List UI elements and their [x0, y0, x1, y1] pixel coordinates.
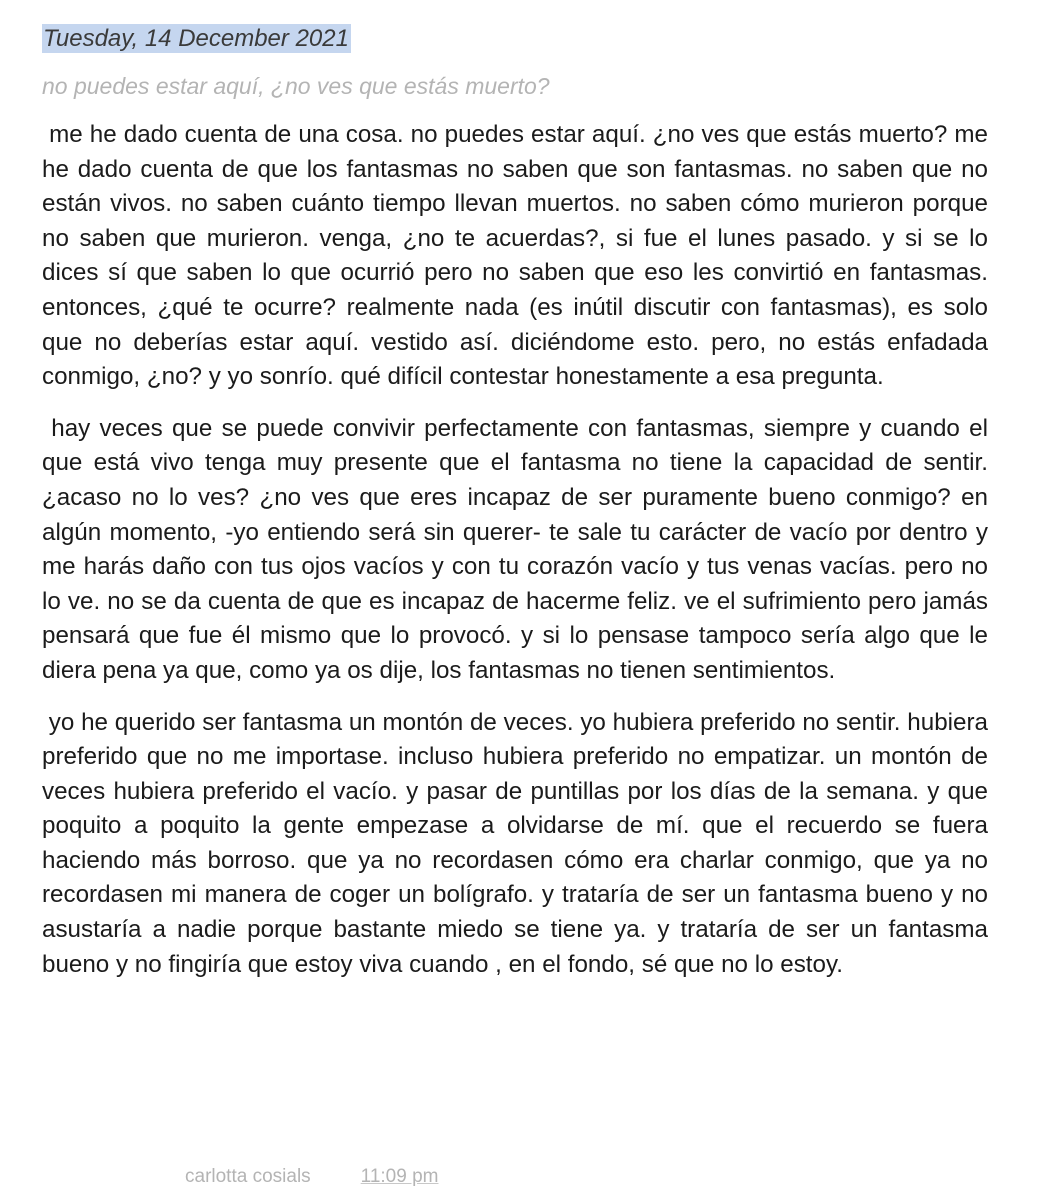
entry-paragraph: yo he querido ser fantasma un montón de veces. yo hubiera preferido no sentir. hubiera preferido que no me importase. incluso hubiera preferido no empatizar. un montón de veces hubiera preferido el vacío. y pasar de puntillas por los días de la semana. y que poquito a poquito la gente empezase a olvidarse de mí. que el recuerdo se fuera haciendo más borroso. que ya no recordasen cómo era charlar conmigo, que ya no recordasen mi manera de coger un bolígrafo. y trataría de ser un fantasma bueno y no asustaría a nadie porque bastante miedo se tiene ya. y trataría de ser un fantasma bueno y no fingiría que estoy viva cuando , en el fondo, sé que no lo estoy. — [42, 708, 995, 978]
entry-footer — [185, 1166, 438, 1188]
entry-date-text: Tuesday, 14 December 2021 — [43, 25, 349, 52]
entry-body[interactable] — [42, 118, 995, 999]
author-name: carlotta cosials — [185, 1166, 311, 1187]
entry-subtitle: no puedes estar aquí, ¿no ves que estás muerto? — [42, 73, 550, 99]
entry-paragraph: me he dado cuenta de una cosa. no puedes estar aquí. ¿no ves que estás muerto? me he dado cuenta de que los fantasmas no saben que son fantasmas. no saben que no están vivos. no saben cuánto tiempo llevan muertos. no saben cómo murieron porque no saben que murieron. venga, ¿no te acuerdas?, si fue el lunes pasado. y si se lo dices sí que saben lo que ocurrió pero no saben que eso les convirtió en fantasmas. entonces, ¿qué te ocurre? realmente nada (es inútil discutir con fantasmas), es solo que no deberías estar aquí. vestido así. diciéndome esto. pero, no estás enfadada conmigo, ¿no? y yo sonrío. qué difícil contestar honestamente a esa pregunta. — [42, 121, 995, 391]
entry-paragraph: hay veces que se puede convivir perfectamente con fantasmas, siempre y cuando el que está vivo tenga muy presente que el fantasma no tiene la capacidad de sentir. ¿acaso no lo ves? ¿no ves que eres incapaz de ser puramente bueno conmigo? en algún momento, -yo entiendo será sin querer- te sale tu carácter de vacío por dentro y me harás daño con tus ojos vacíos y con tu corazón vacío y tus venas vacías. pero no lo ve. no se da cuenta de que es incapaz de hacerme feliz. ve el sufrimiento pero jamás pensará que fue él mismo que lo provocó. y si lo pensase tampoco sería algo que le diera pena ya que, como ya os dije, los fantasmas no tienen sentimientos. — [42, 414, 995, 684]
entry-time-link[interactable]: 11:09 pm — [360, 1166, 439, 1187]
entry-date[interactable] — [42, 24, 351, 54]
